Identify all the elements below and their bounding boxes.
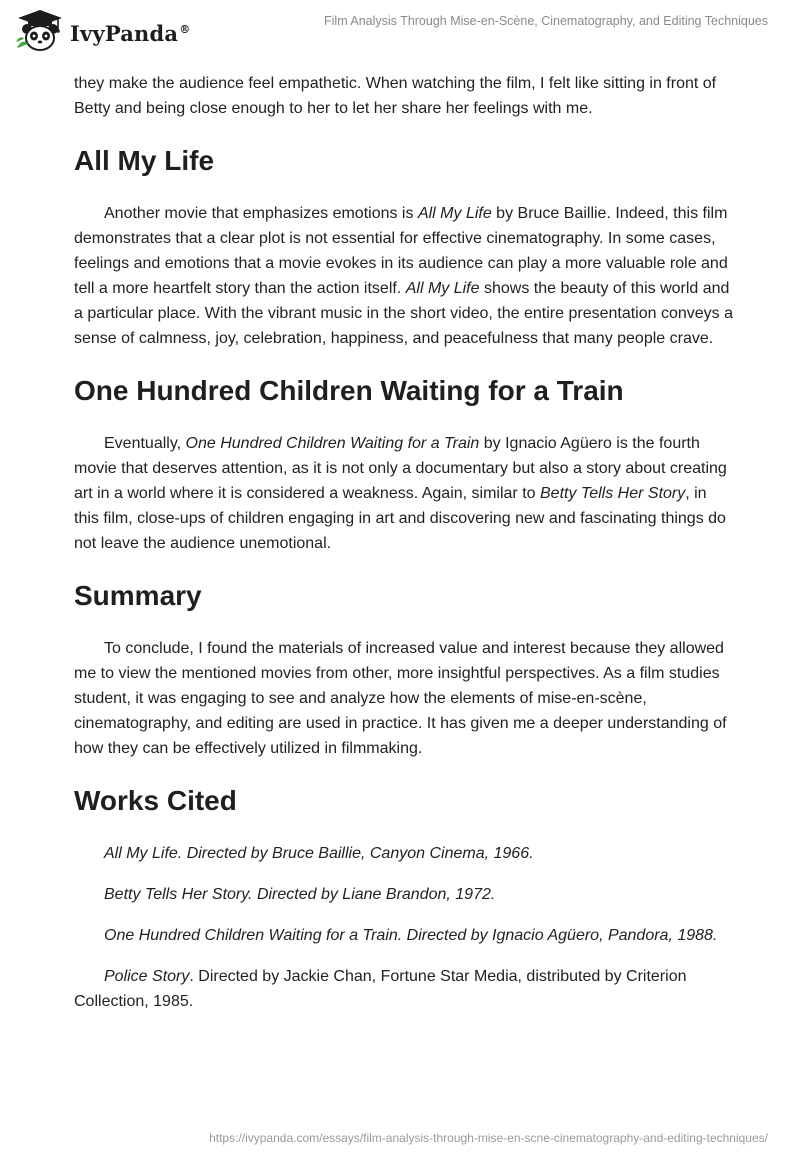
paragraph-all-my-life: Another movie that emphasizes emotions is All My Life by Bruce Baillie. Indeed, this film demonstrates that a clear plot is not essential for effective cinematography. In some cases, feelings and emotions that a movie evokes in its audience can play a more valuable role and tell a more heartfelt story than the action itself. All My Life shows the beauty of this world and a particular place. With the vibrant music in the short video, the entire presentation conveys a sense of calmness, joy, celebration, happiness, and peacefulness that many people crave. — [74, 205, 734, 347]
citation-entry: Betty Tells Her Story. Directed by Liane Brandon, 1972. — [104, 886, 496, 903]
paragraph-summary: To conclude, I found the materials of increased value and interest because they allowed me to view the mentioned movies from other, more insightful perspectives. As a film studies student, it was engaging to see and analyze how the elements of mise-en-scène, cinematography, and editing are used in practice. It has given me a deeper understanding of how they can be effectively utilized in filmmaking. — [74, 640, 727, 757]
panda-graduate-icon — [14, 8, 66, 52]
citation-entry: Police Story. Directed by Jackie Chan, Fortune Star Media, distributed by Criterion Collection, 1985. — [74, 968, 687, 1010]
paragraph-hundred-children: Eventually, One Hundred Children Waiting for a Train by Ignacio Agüero is the fourth movie that deserves attention, as it is not only a documentary but also a story about creating art in a world where it is considered a weakness. Again, similar to Betty Tells Her Story, in this film, close-ups of children engaging in art and discovering new and fascinating things do not leave the audience unemotional. — [74, 435, 727, 552]
intro-paragraph: they make the audience feel empathetic. When watching the film, I felt like sitting in front of Betty and being close enough to her to let her share her feelings with me. — [74, 75, 717, 117]
heading-summary: Summary — [74, 580, 202, 611]
logo-wordmark: IvyPanda® — [70, 20, 191, 46]
essay-body — [74, 71, 734, 1014]
heading-works-cited: Works Cited — [74, 785, 237, 816]
source-url-link[interactable]: https://ivypanda.com/essays/film-analysis-through-mise-en-scne-cinematography-and-editing-techniques/ — [209, 1131, 768, 1145]
page-header — [0, 0, 800, 60]
heading-all-my-life: All My Life — [74, 145, 215, 176]
ivypanda-logo[interactable] — [14, 8, 190, 52]
heading-hundred-children: One Hundred Children Waiting for a Train — [74, 375, 624, 406]
citation-entry: One Hundred Children Waiting for a Train. Directed by Ignacio Agüero, Pandora, 1988. — [104, 927, 718, 944]
citation-entry: All My Life. Directed by Bruce Baillie, Canyon Cinema, 1966. — [104, 845, 534, 862]
running-title: Film Analysis Through Mise-en-Scène, Cinematography, and Editing Techniques — [324, 14, 768, 28]
